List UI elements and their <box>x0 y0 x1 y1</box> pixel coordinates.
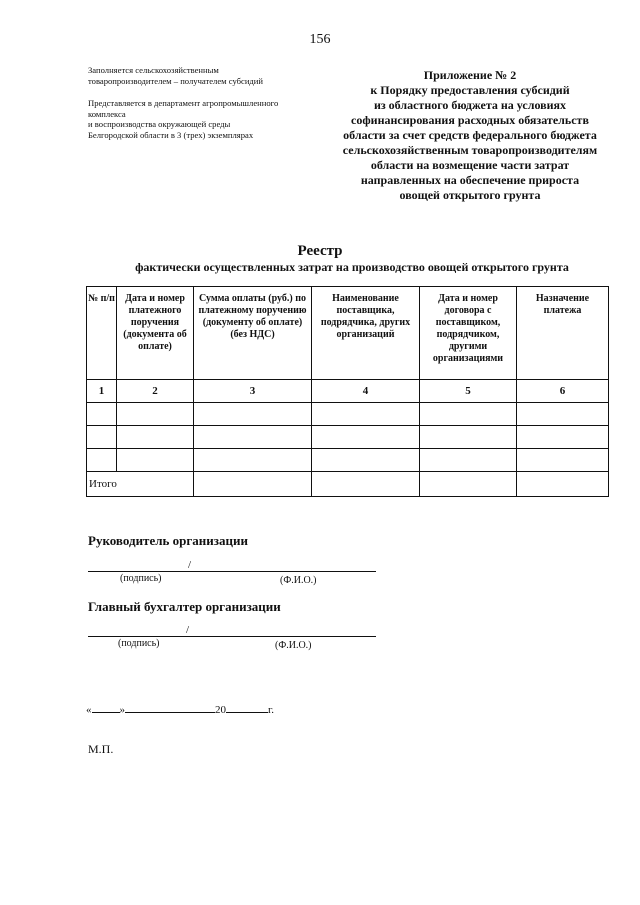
annex-line: софинансирования расходных обязательств <box>351 113 589 127</box>
table-cell[interactable] <box>420 472 517 497</box>
accountant-signature-title: Главный бухгалтер организации <box>88 599 281 614</box>
table-cell[interactable] <box>117 426 194 449</box>
accountant-signature-slash: / <box>186 624 190 636</box>
table-cell[interactable] <box>87 426 117 449</box>
annex-block <box>300 68 640 203</box>
table-cell[interactable] <box>87 403 117 426</box>
left-note-line: Представляется в департамент агропромышленного <box>88 98 279 108</box>
table-cell[interactable] <box>117 449 194 472</box>
date-line <box>86 703 274 716</box>
header-cell-contract: Дата и номер договора с поставщиком, подрядчиком, другими организациями <box>420 287 517 380</box>
table-row <box>87 426 609 449</box>
head-signature-caption: (подпись) <box>120 573 162 584</box>
column-number: 4 <box>312 380 420 403</box>
table-cell[interactable] <box>194 426 312 449</box>
column-number: 3 <box>194 380 312 403</box>
year-suffix: г. <box>268 704 275 716</box>
annex-line: из областного бюджета на условиях <box>373 98 567 112</box>
accountant-fio-caption: (Ф.И.О.) <box>275 640 312 651</box>
column-number: 2 <box>117 380 194 403</box>
month-blank[interactable] <box>125 703 215 713</box>
registry-table <box>86 286 609 497</box>
table-cell[interactable] <box>312 403 420 426</box>
table-cell[interactable] <box>420 426 517 449</box>
head-signature-line[interactable] <box>88 571 376 572</box>
year-prefix: 20 <box>215 704 226 716</box>
year-blank[interactable] <box>226 703 268 713</box>
header-cell-purpose: Назначение платежа <box>517 287 609 380</box>
table-cell[interactable] <box>194 403 312 426</box>
header-cell-payment-order: Дата и номер платежного поручения (документа об оплате) <box>117 287 194 380</box>
day-blank[interactable] <box>92 703 120 713</box>
table-cell[interactable] <box>117 403 194 426</box>
annex-line: области на возмещение части затрат <box>370 158 570 172</box>
header-cell-supplier: Наименование поставщика, подрядчика, других организаций <box>312 287 420 380</box>
left-note-line: товаропроизводителем – получателем субсидий <box>88 75 263 86</box>
table-cell[interactable] <box>420 449 517 472</box>
column-number: 1 <box>87 380 117 403</box>
table-cell[interactable] <box>517 403 609 426</box>
registry-title: Реестр <box>297 243 343 259</box>
annex-line: овощей открытого грунта <box>399 188 541 202</box>
annex-line: направленных на обеспечение прироста <box>360 173 580 187</box>
left-note-line: Белгородской области в 3 (трех) экземплярах <box>88 129 254 140</box>
table-cell[interactable] <box>87 449 117 472</box>
annex-line: к Порядку предоставления субсидий <box>370 83 570 97</box>
table-cell[interactable] <box>517 426 609 449</box>
page-number: 156 <box>309 32 331 47</box>
table-cell[interactable] <box>312 449 420 472</box>
left-note-line: и воспроизводства окружающей среды <box>88 119 231 129</box>
head-signature-slash: / <box>188 559 192 571</box>
annex-line: области за счет средств федерального бюджета <box>343 128 597 142</box>
table-cell[interactable] <box>420 403 517 426</box>
header-cell-amount: Сумма оплаты (руб.) по платежному поручению (документу об оплате) (без НДС) <box>194 287 312 380</box>
stamp-place: М.П. <box>88 742 114 756</box>
annex-title: Приложение № 2 <box>423 68 517 82</box>
accountant-signature-line[interactable] <box>88 636 376 637</box>
head-fio-caption: (Ф.И.О.) <box>280 575 317 586</box>
head-signature-title: Руководитель организации <box>88 533 248 548</box>
header-cell-number: № п/п <box>87 287 117 380</box>
table-cell[interactable] <box>517 449 609 472</box>
total-amount-cell[interactable] <box>194 472 312 497</box>
total-row <box>87 472 609 497</box>
date-open-quote: « <box>86 704 92 716</box>
left-note-line: комплекса <box>88 108 126 119</box>
column-number: 6 <box>517 380 609 403</box>
table-header-row <box>87 287 609 380</box>
column-number: 5 <box>420 380 517 403</box>
registry-subtitle: фактически осуществленных затрат на производство овощей открытого грунта <box>135 260 569 274</box>
table-cell[interactable] <box>194 449 312 472</box>
table-cell[interactable] <box>312 472 420 497</box>
annex-line: сельскохозяйственным товаропроизводителям <box>342 143 598 157</box>
table-row <box>87 449 609 472</box>
left-note-line: Заполняется сельскохозяйственным <box>88 65 219 75</box>
date-close-quote: » <box>119 704 125 716</box>
total-label: Итого <box>87 472 194 497</box>
table-cell[interactable] <box>517 472 609 497</box>
left-note-submit-to <box>88 98 318 140</box>
left-note-fill-by <box>88 65 318 86</box>
table-row <box>87 403 609 426</box>
table-cell[interactable] <box>312 426 420 449</box>
column-number-row <box>87 380 609 403</box>
accountant-signature-caption: (подпись) <box>118 638 160 649</box>
